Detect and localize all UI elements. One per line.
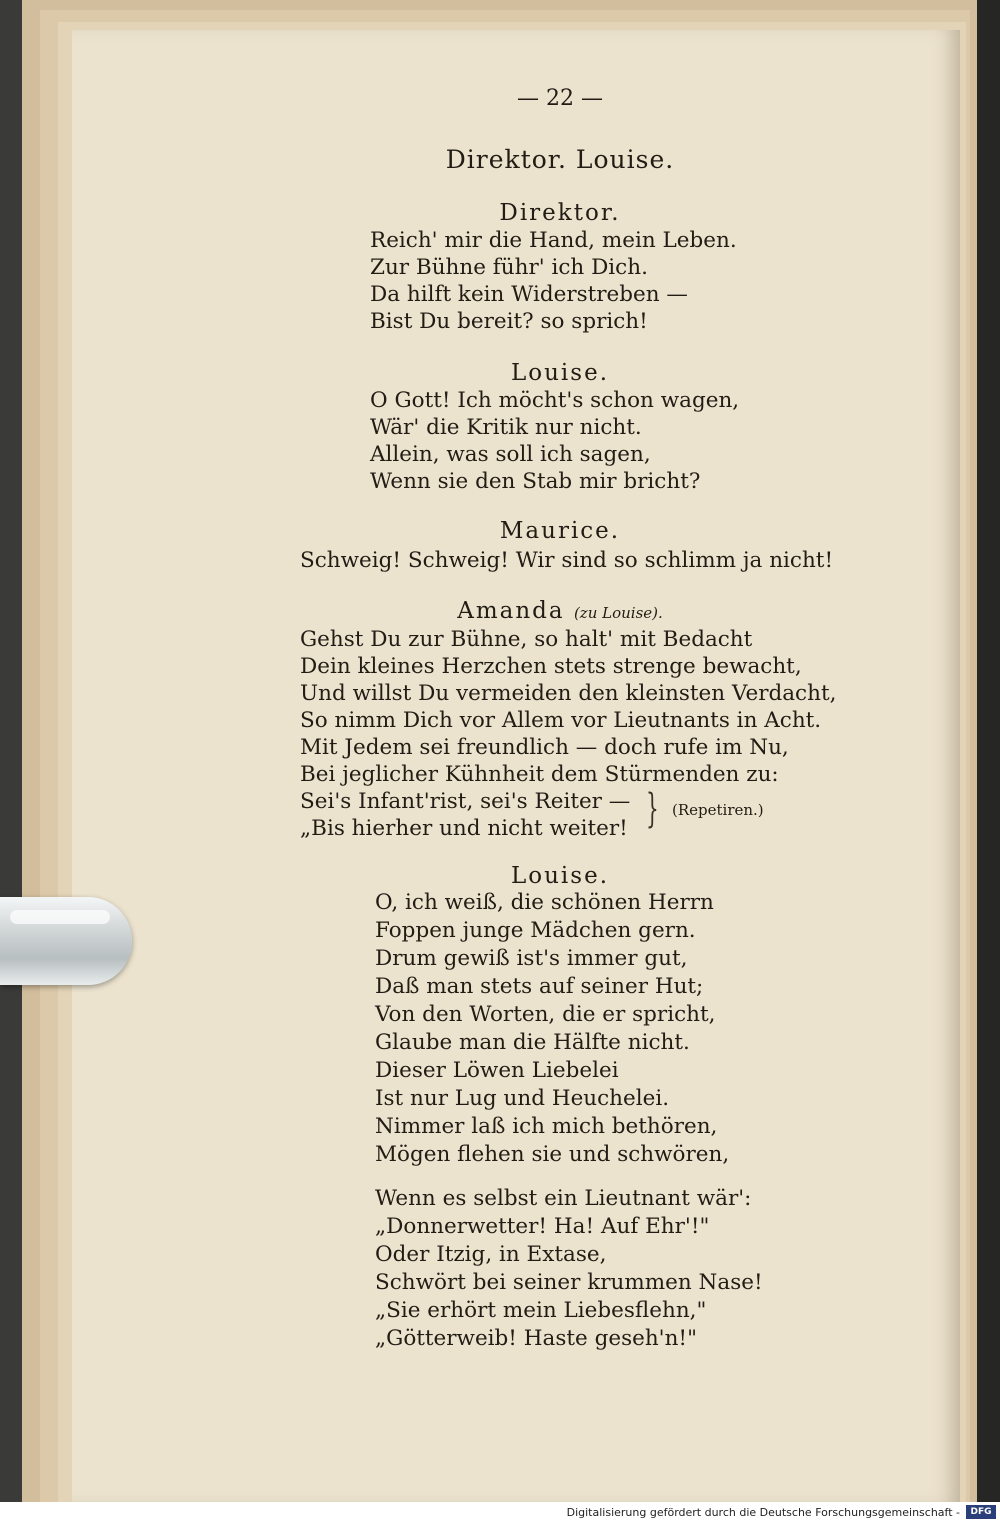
verse-line: Dein kleines Herzchen stets strenge bewacht, bbox=[300, 654, 802, 679]
speaker-name bbox=[0, 598, 1000, 624]
verse-line: Mögen flehen sie und schwören, bbox=[375, 1142, 730, 1167]
verse-line: „Sie erhört mein Liebesflehn," bbox=[375, 1298, 707, 1323]
verse-line: Wenn es selbst ein Lieutnant wär': bbox=[375, 1186, 752, 1211]
footer-bar bbox=[0, 1502, 1000, 1522]
speaker-label: Amanda bbox=[457, 598, 565, 624]
speaker-name: Maurice. bbox=[499, 518, 621, 544]
verse-line: Drum gewiß ist's immer gut, bbox=[375, 946, 688, 971]
brace-symbol: } bbox=[646, 786, 659, 832]
verse-line: Wenn sie den Stab mir bricht? bbox=[370, 469, 701, 494]
page-clip-highlight bbox=[10, 910, 110, 924]
verse-line: Dieser Löwen Liebelei bbox=[375, 1058, 619, 1083]
verse-line: Schwört bei seiner krummen Nase! bbox=[375, 1270, 763, 1295]
verse-line: Reich' mir die Hand, mein Leben. bbox=[370, 228, 737, 253]
stage-direction: (zu Louise). bbox=[573, 604, 663, 622]
speaker-name: Louise. bbox=[510, 360, 609, 386]
funding-notice: Digitalisierung gefördert durch die Deutsche Forschungsgemeinschaft - bbox=[566, 1506, 960, 1519]
verse-line: Glaube man die Hälfte nicht. bbox=[375, 1030, 690, 1055]
scene-heading: Direktor. Louise. bbox=[445, 145, 675, 174]
verse-line: Foppen junge Mädchen gern. bbox=[375, 918, 696, 943]
verse-line: Oder Itzig, in Extase, bbox=[375, 1242, 607, 1267]
verse-line: Da hilft kein Widerstreben — bbox=[370, 282, 688, 307]
verse-line: Von den Worten, die er spricht, bbox=[375, 1002, 716, 1027]
verse-line: „Bis hierher und nicht weiter! bbox=[300, 816, 628, 841]
verse-line: O Gott! Ich möcht's schon wagen, bbox=[370, 388, 740, 413]
verse-line: Und willst Du vermeiden den kleinsten Verdacht, bbox=[300, 681, 837, 706]
verse-line: Nimmer laß ich mich bethören, bbox=[375, 1114, 718, 1139]
verse-line: Allein, was soll ich sagen, bbox=[370, 442, 651, 467]
verse-line: O, ich weiß, die schönen Herrn bbox=[375, 890, 714, 915]
verse-line: So nimm Dich vor Allem vor Lieutnants in Acht. bbox=[300, 708, 822, 733]
verse-line: Sei's Infant'rist, sei's Reiter — bbox=[300, 789, 631, 814]
verse-line: Wär' die Kritik nur nicht. bbox=[370, 415, 642, 440]
verse-line: Bei jeglicher Kühnheit dem Stürmenden zu: bbox=[300, 762, 779, 787]
verse-line: Ist nur Lug und Heuchelei. bbox=[375, 1086, 670, 1111]
verse-line: Mit Jedem sei freundlich — doch rufe im Nu, bbox=[300, 735, 789, 760]
speaker-name: Louise. bbox=[510, 863, 609, 889]
page-number: — 22 — bbox=[517, 86, 603, 111]
verse-line: „Donnerwetter! Ha! Auf Ehr'!" bbox=[375, 1214, 710, 1239]
verse-line: Zur Bühne führ' ich Dich. bbox=[370, 255, 648, 280]
verse-line: Daß man stets auf seiner Hut; bbox=[375, 974, 704, 999]
speaker-name: Direktor. bbox=[499, 200, 621, 226]
repeat-note: (Repetiren.) bbox=[672, 801, 764, 819]
verse-line: Bist Du bereit? so sprich! bbox=[370, 309, 648, 334]
verse-line: „Götterweib! Haste geseh'n!" bbox=[375, 1326, 697, 1351]
verse-line: Gehst Du zur Bühne, so halt' mit Bedacht bbox=[300, 627, 753, 652]
dfg-logo: DFG bbox=[966, 1505, 996, 1519]
verse-line: Schweig! Schweig! Wir sind so schlimm ja nicht! bbox=[300, 548, 834, 573]
